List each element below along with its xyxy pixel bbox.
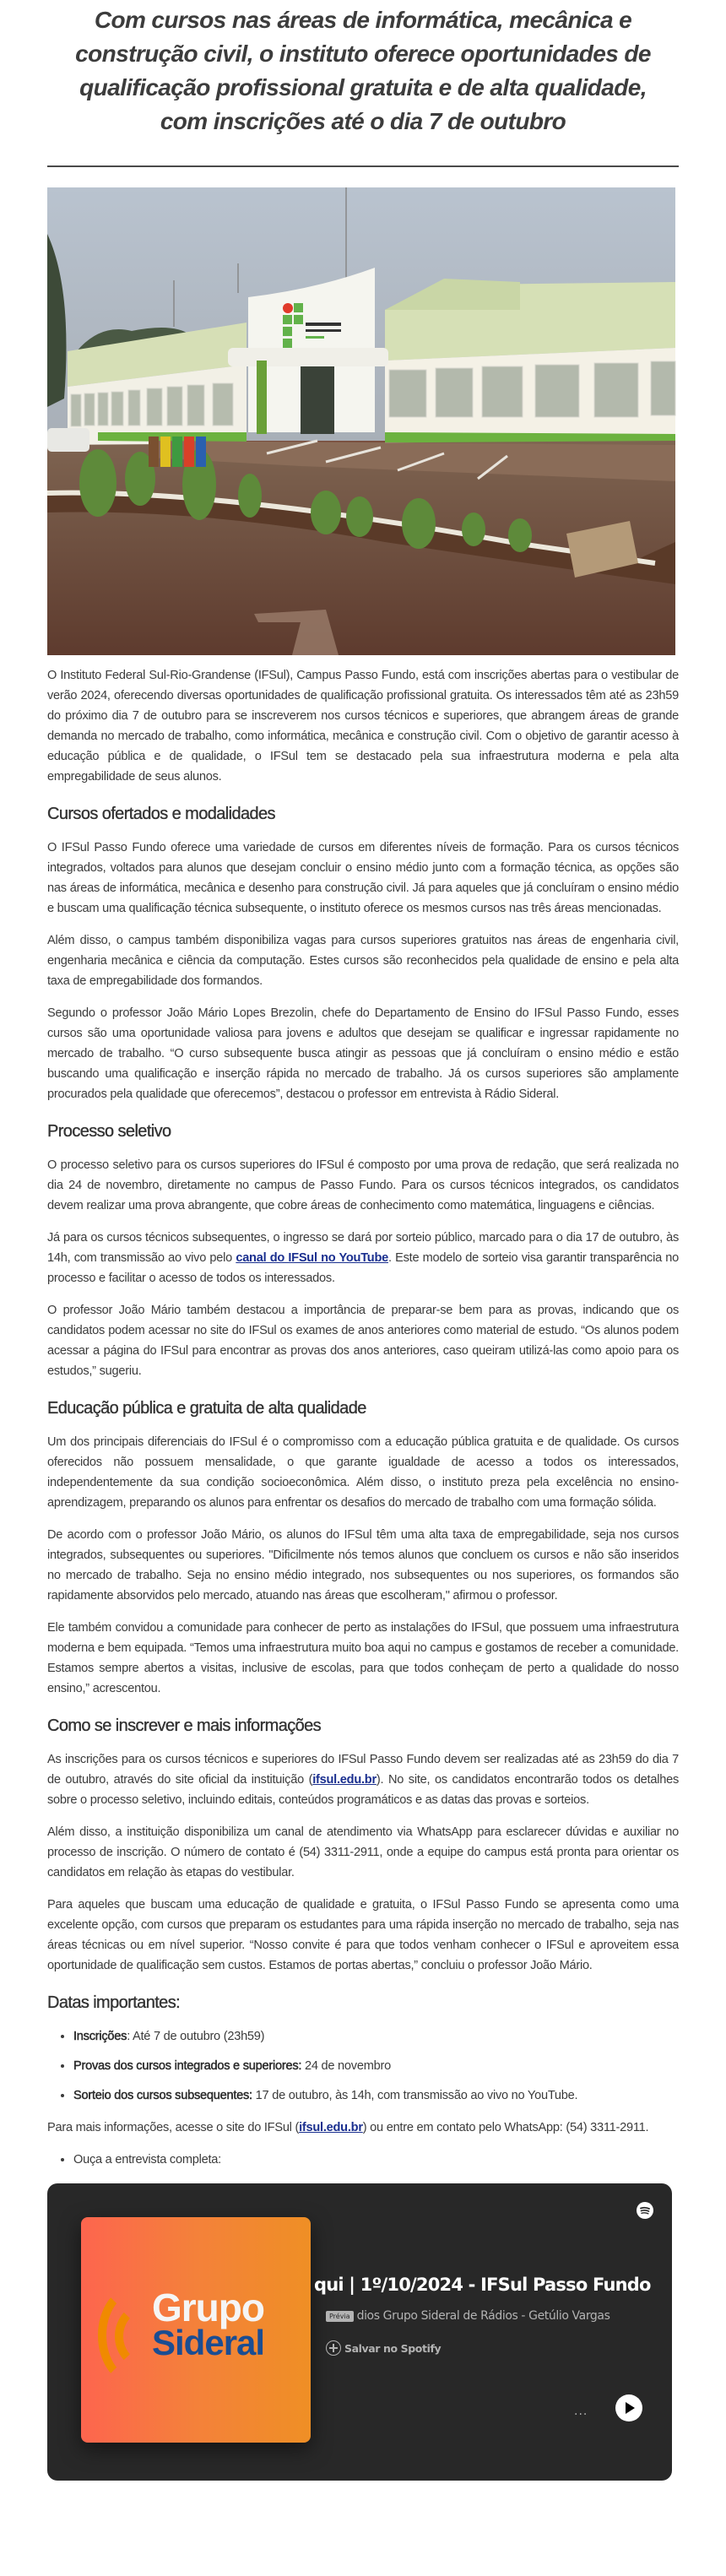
text: . Este modelo de sorteio visa garantir transparência no processo e facilitar o acesso de todos os interessados. <box>47 1251 680 1285</box>
spotify-embed[interactable] <box>47 2183 672 2481</box>
paragraph: Segundo o professor João Mário Lopes Brezolin, chefe do Departamento de Ensino do IFSul Passo Fundo, esses cursos são uma oportunidade valiosa para jovens e adultos que desejam se qualificar e ingressar rapidamente no mercado de trabalho. “O curso subsequente busca atingir as pessoas que já concluíram o ensino médio e estão buscando uma qualificação e inserção rápida no mercado de trabalho. Já os cursos superiores são amplamente procurados pela qualidade que oferecemos”, destacou o professor em entrevista à Rádio Sideral. <box>47 1006 679 1101</box>
logo-text-grupo: Grupo <box>152 2286 264 2329</box>
paragraph: De acordo com o professor João Mário, os alunos do IFSul têm uma alta taxa de empregabilidade, seja nos cursos integrados, subsequentes ou superiores. "Dificilmente nós temos alunos que concluem os cursos e não são inseridos no mercado de trabalho. Seja no ensino médio integrado, nos subsequentes ou nos superiores, os formandos são rapidamente absorvidos pelo mercado, atuando nas áreas que escolheram," afirmou o professor. <box>47 1528 679 1603</box>
intro-paragraph: O Instituto Federal Sul-Rio-Grandense (IFSul), Campus Passo Fundo, está com inscrições abertas para o vestibular de verão 2024, oferecendo diversas oportunidades de qualificação profissional gratuita. Os interessados têm até as 23h59 do próximo dia 7 de outubro para se inscreverem nos cursos técnicos e superiores, que abrangem áreas de grande demanda no mercado de trabalho, como informática, mecânica e construção civil. Com o objetivo de garantir acesso à educação pública e de qualidade, o IFSul tem se destacado pela sua infraestrutura moderna e pela alta empregabilidade de seus alunos. <box>47 669 679 784</box>
date-label: Inscrições <box>73 2030 127 2043</box>
text: ). No site, os candidatos encontrarão todos os detalhes sobre o processo seletivo, incluindo editais, conteúdos programáticos e as datas das provas e sorteios. <box>47 1773 679 1807</box>
section-heading-educacao: Educação pública e gratuita de alta qualidade <box>47 1399 366 1418</box>
logo-text-sideral: Sideral <box>152 2323 265 2362</box>
plus-circle-icon <box>326 2340 341 2356</box>
contact-paragraph <box>47 2118 679 2138</box>
youtube-channel-link[interactable]: canal do IFSul no YouTube <box>236 1251 388 1265</box>
episode-title[interactable]: qui | 1º/10/2024 - IFSul Passo Fundo <box>314 2275 651 2295</box>
paragraph: Para aqueles que buscam uma educação de qualidade e gratuita, o IFSul Passo Fundo se apresenta como uma excelente opção, com cursos que preparam os estudantes para uma rápida inserção no mercado de trabalho, seja nas áreas técnicas ou em nível superior. “Nosso convite é para que todos venham conhecer o IFSul e aproveitem essa oportunidade de qualificação sem custos. Estamos de portas abertas,” concluiu o professor João Mário. <box>47 1898 679 1972</box>
save-label: Salvar no Spotify <box>344 2341 442 2355</box>
list-item <box>73 2056 679 2076</box>
paragraph: Ele também convidou a comunidade para conhecer de perto as instalações do IFSul, que possuem uma infraestrutura moderna e bem equipada. “Temos uma infraestrutura muito boa aqui no campus e gostamos de receber a comunidade. Estamos sempre abertos a visitas, inclusive de escolas, para que todos conheçam de perto a qualidade do nosso ensino,” acrescentou. <box>47 1621 679 1695</box>
ifsul-site-link[interactable]: ifsul.edu.br <box>312 1773 377 1787</box>
paragraph: O professor João Mário também destacou a importância de preparar-se bem para as provas, indicando que os candidatos podem acessar no site do IFSul os exames de anos anteriores como material de estudo. “Os alunos podem acessar a página do IFSul para encontrar as provas dos anos anteriores, caso queiram utilizá-las como apoio para os estudos,” sugeriu. <box>47 1304 679 1378</box>
spotify-icon[interactable] <box>637 2202 653 2219</box>
more-options-button[interactable]: ... <box>574 2405 588 2418</box>
date-label: Provas dos cursos integrados e superiores: <box>73 2059 302 2073</box>
list-item: • Ouça a entrevista completa: <box>73 2150 679 2170</box>
article-subtitle: Com cursos nas áreas de informática, mecânica e construção civil, o instituto oferece oportunidades de qualificação profissional gratuita e de alta qualidade, com inscrições até o dia 7 de outubro <box>75 7 651 134</box>
campus-photo <box>47 187 675 655</box>
paragraph-site <box>47 1749 679 1810</box>
ifsul-site-link[interactable]: ifsul.edu.br <box>299 2121 363 2134</box>
text: ) ou entre em contato pelo WhatsApp: (54) 3311-2911. <box>362 2121 649 2134</box>
episode-meta <box>326 2309 628 2323</box>
save-to-spotify-button[interactable] <box>326 2340 441 2356</box>
section-heading-cursos: Cursos ofertados e modalidades <box>47 805 275 823</box>
hero-image <box>47 187 675 655</box>
divider <box>47 165 679 167</box>
paragraph: O IFSul Passo Fundo oferece uma variedade de cursos em diferentes níveis de formação. Para os cursos técnicos integrados, voltados para alunos que desejam concluir o ensino médio junto com a formação técnica, as opções são nas áreas de informática, mecânica e desenho para construção civil. Já para aqueles que já concluíram o ensino médio e buscam uma qualificação técnica subsequente, o instituto oferece os mesmos cursos nas três áreas mencionadas. <box>47 841 679 915</box>
date-value: : Até 7 de outubro (23h59) <box>127 2030 265 2043</box>
date-value: 24 de novembro <box>301 2059 391 2073</box>
play-button[interactable] <box>615 2394 642 2421</box>
text: Já para os cursos técnicos subsequentes, o ingresso se dará por sorteio público, marcado para o dia 17 de outubro, às 14h, com transmissão ao vivo pelo <box>47 1231 679 1265</box>
text: Para mais informações, acesse o site do IFSul ( <box>47 2121 300 2134</box>
show-name[interactable]: dios Grupo Sideral de Rádios - Getúlio Vargas <box>356 2309 610 2323</box>
paragraph-youtube <box>47 1228 679 1288</box>
list-item <box>73 2085 679 2106</box>
paragraph: O processo seletivo para os cursos superiores do IFSul é composto por uma prova de redação, que será realizada no dia 24 de novembro, diretamente no campus de Passo Fundo. Para os cursos técnicos integrados, os candidatos devem realizar uma prova abrangente, que cobre áreas de conhecimento como matemática, linguagens e ciências. <box>47 1158 679 1212</box>
dates-list <box>47 2026 679 2106</box>
section-heading-inscricao: Como se inscrever e mais informações <box>47 1716 322 1735</box>
section-heading-processo-seletivo: Processo seletivo <box>47 1122 171 1141</box>
listen-list <box>47 2150 679 2170</box>
date-label: Sorteio dos cursos subsequentes: <box>73 2089 252 2102</box>
paragraph: Um dos principais diferenciais do IFSul é o compromisso com a educação pública gratuita e de qualidade. Os cursos oferecidos não possuem mensalidade, o que garante igualdade de acesso a todos os interessados, independentemente da sua condição socioeconômica. Além disso, o instituto preza pela excelência no ensino-aprendizagem, preparando os alunos para enfrentar os desafios do mercado de trabalho com uma formação sólida. <box>47 1435 679 1510</box>
section-heading-datas: Datas importantes: <box>47 1993 181 2012</box>
spacer <box>47 2481 679 2492</box>
list-item <box>73 2026 679 2047</box>
paragraph: Além disso, a instituição disponibiliza um canal de atendimento via WhatsApp para esclarecer dúvidas e auxiliar no processo de inscrição. O número de contato é (54) 3311-2911, onde a equipe do campus está pronta para orientar os candidatos em relação às etapas do vestibular. <box>47 1825 679 1879</box>
preview-badge: Prévia <box>326 2311 354 2322</box>
text: As inscrições para os cursos técnicos e superiores do IFSul Passo Fundo devem ser realizadas até as 23h59 do dia 7 de outubro, através do site oficial da instituição ( <box>47 1753 679 1787</box>
album-art <box>81 2217 311 2443</box>
date-value: 17 de outubro, às 14h, com transmissão ao vivo no YouTube. <box>252 2089 578 2102</box>
paragraph: Além disso, o campus também disponibiliza vagas para cursos superiores gratuitos nas áreas de engenharia civil, engenharia mecânica e ciência da computação. Estes cursos são reconhecidos pela qualidade de ensino e pela alta taxa de empregabilidade dos formandos. <box>47 934 679 988</box>
